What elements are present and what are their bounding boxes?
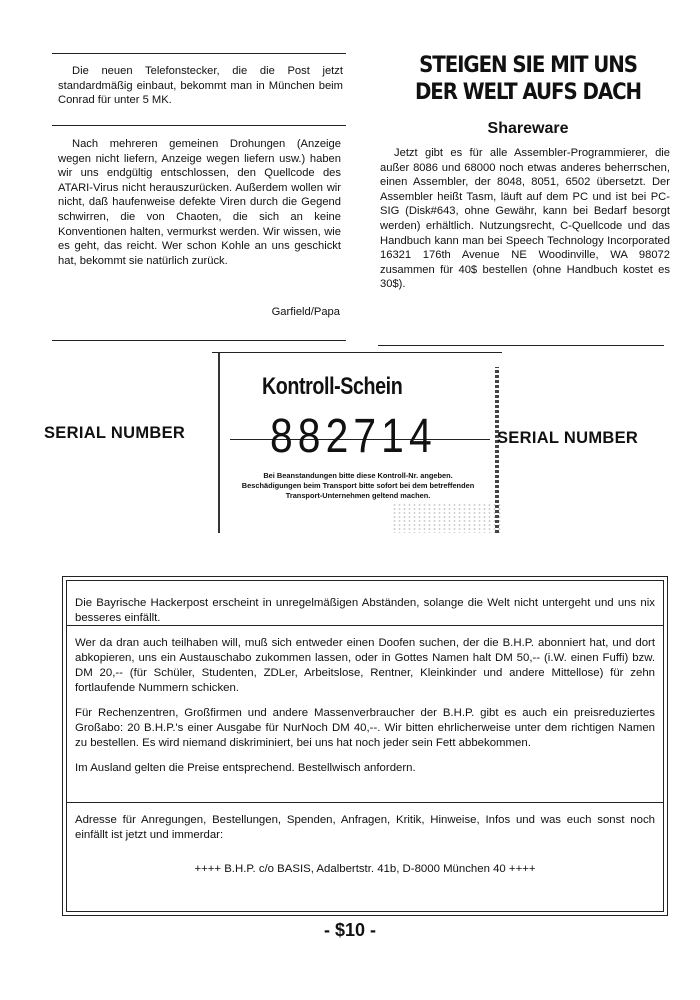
serial-number-label-left: SERIAL NUMBER bbox=[44, 424, 186, 442]
publication-note: Die Bayrische Hackerpost erscheint in unregelmäßigen Abständen, solange die Welt nicht untergeht und uns nix besseres einfällt. bbox=[75, 597, 655, 624]
stamp-edge-line bbox=[218, 353, 220, 533]
headline bbox=[393, 52, 663, 106]
info-box-inner bbox=[66, 580, 664, 912]
headline-line1: STEIGEN SIE MIT UNS bbox=[419, 53, 637, 78]
serial-number-label-right: SERIAL NUMBER bbox=[497, 429, 639, 447]
left-bottom-rule bbox=[52, 340, 346, 341]
postal-address: ++++ B.H.P. c/o BASIS, Adalbertstr. 41b, D-8000 München 40 ++++ bbox=[194, 863, 536, 875]
stamp-serial-number: 882714 bbox=[270, 410, 437, 463]
subscription-paragraph-1: Wer da dran auch teilhaben will, muß sich entweder einen Doofen suchen, der die B.H.P. abonniert hat, und dort abkopieren, uns ein Austauschabo zukommen lassen, oder in Gottes Namen halt DM 50,-- (i.W. einen Fuffi) bzw. DM 20,-- (für Schüler, Studenten, ZDLer, Arbeitslose, Rentner, Kleinkinder und andere Mittellose) für zehn fortlaufende Nummern schicken. bbox=[75, 637, 655, 694]
left-divider-rule bbox=[52, 125, 346, 126]
telephone-plug-notice: Die neuen Telefonstecker, die die Post jetzt standardmäßig einbaut, bekommt man in München beim Conrad für unter 5 MK. bbox=[58, 65, 343, 107]
shareware-heading: Shareware bbox=[487, 120, 569, 137]
address-section bbox=[67, 802, 663, 911]
right-bottom-rule bbox=[378, 345, 664, 346]
stamp-title: Kontroll-Schein bbox=[262, 373, 403, 400]
address-intro: Adresse für Anregungen, Bestellungen, Spenden, Anfragen, Kritik, Hinweise, Infos und was euch sonst noch einfällt ist jetzt und immerdar: bbox=[75, 814, 655, 841]
page-number: - $10 - bbox=[323, 920, 377, 940]
subscription-section bbox=[67, 625, 663, 803]
control-stamp bbox=[212, 352, 502, 533]
stamp-noise bbox=[392, 503, 502, 533]
subscription-paragraph-3: Im Ausland gelten die Preise entsprechend. Bestellwisch anfordern. bbox=[75, 762, 416, 774]
subscription-info-box bbox=[62, 576, 668, 916]
virus-source-notice: Nach mehreren gemeinen Drohungen (Anzeige wegen nicht liefern, Anzeige wegen liefern usw.) haben wir uns endgültig entschlossen, den Quellcode des ATARI-Virus nicht herauszurücken. Außerdem wollen wir nicht, daß haufenweise defekte Viren durch die Gegend schwirren, die von Chaoten, die sich an keine Konventionen halten, vermurkst werden. Wir wissen, wie es geht, das reicht. Wer schon Kohle an uns geschickt hat, bekommt sie natürlich zurück. bbox=[58, 138, 341, 267]
stamp-note: Bei Beanstandungen bitte diese Kontroll-Nr. angeben. Beschädigungen beim Transport bitte sofort bei dem betreffenden Transport-Unternehmen geltend machen. bbox=[241, 471, 475, 500]
signature: Garfield/Papa bbox=[271, 306, 340, 318]
publication-note-section bbox=[67, 581, 663, 625]
subscription-paragraph-2: Für Rechenzentren, Großfirmen und andere Massenverbraucher der B.H.P. gibt es auch ein preisreduziertes Großabo: 20 B.H.P.'s einer Ausgabe für NurNoch DM 40,--. Wir bitten ehrlicherweise unter dem richtigen Namen zu bestellen. Es wird niemand diskriminiert, bei uns hat noch jeder sein Fett abbekommen. bbox=[75, 707, 655, 749]
headline-line2: DER WELT AUFS DACH bbox=[414, 80, 642, 105]
top-left-rule bbox=[52, 53, 346, 54]
shareware-article: Jetzt gibt es für alle Assembler-Programmierer, die außer 8086 und 68000 noch etwas anderes beherrschen, einen Assembler, der 8048, 8051, 6502 übersetzt. Der Assembler heißt Tasm, läuft auf dem PC und ist bei PC-SIG (Disk#643, ohne Gewähr, kann bei Bedarf besorgt werden) erhältlich. Nutzungsrecht, C-Quellcode und das Handbuch kann man bei Speech Technology Incorporated 16321 176th Avenue NE Woodinville, WA 98072 zusammen für 40$ bestellen (ohne Handbuch kostet es 30$). bbox=[380, 147, 670, 291]
